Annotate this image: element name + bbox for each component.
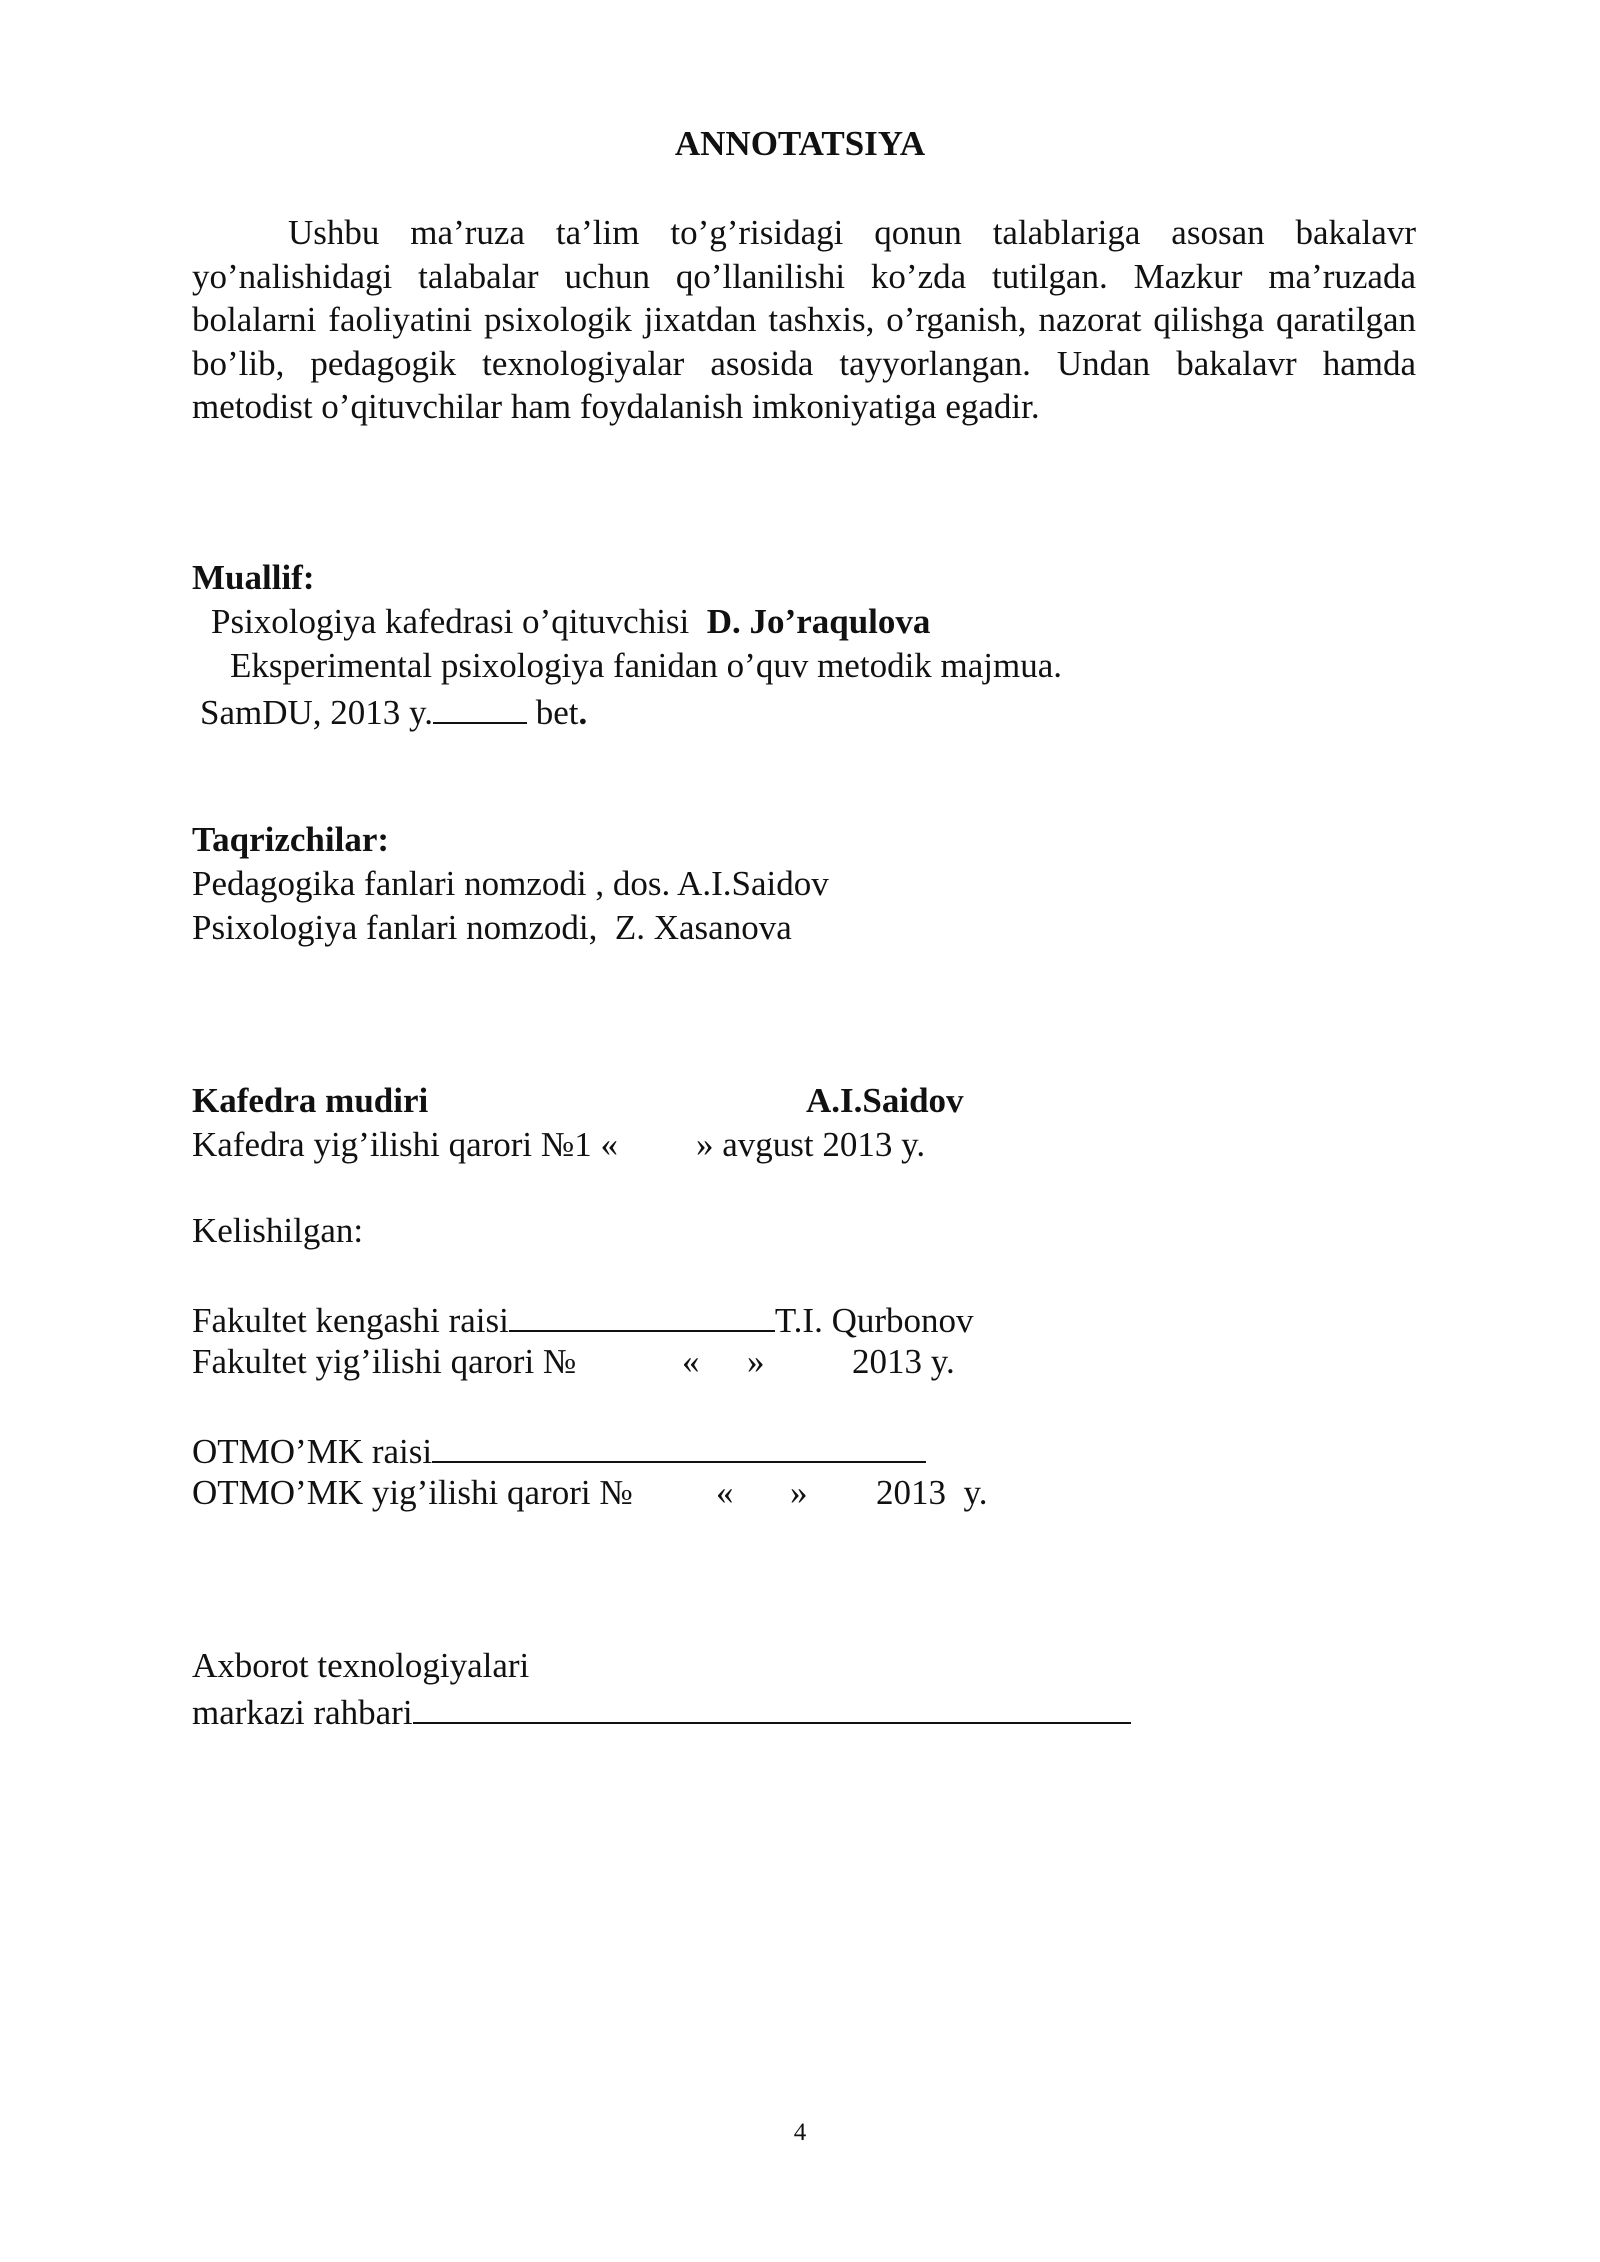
faculty-chair-line: [192, 1296, 974, 1343]
reviewer-1: Pedagogika fanlari nomzodi , dos. A.I.Saidov: [192, 864, 829, 903]
imprint-prefix: SamDU, 2013 y.: [200, 693, 434, 732]
author-name: D. Jo’raqulova: [706, 602, 931, 641]
faculty-meeting-close-quote: »: [747, 1342, 765, 1381]
otmomk-chair-line: [192, 1427, 926, 1474]
document-title: ANNOTATSIYA: [674, 124, 926, 163]
page-count-blank: [433, 688, 527, 724]
faculty-chair-name: T.I. Qurbonov: [774, 1301, 974, 1340]
author-heading: Muallif:: [192, 558, 315, 597]
it-center-signature-blank: [413, 1688, 1131, 1724]
department-meeting-left: Kafedra yig’ilishi qarori №1 «: [192, 1125, 619, 1164]
otmomk-meeting-year: 2013 y.: [876, 1473, 988, 1512]
faculty-chair-signature-blank: [509, 1296, 775, 1332]
department-head-name: A.I.Saidov: [806, 1081, 964, 1120]
otmomk-chair-label: OTMO’MK raisi: [192, 1432, 433, 1471]
faculty-chair-label: Fakultet kengashi raisi: [192, 1301, 509, 1340]
faculty-meeting-open-quote: «: [682, 1342, 700, 1381]
it-center-line-1: Axborot texnologiyalari: [192, 1646, 530, 1685]
page-number: 4: [793, 2119, 807, 2146]
department-meeting-right: » avgust 2013 y.: [696, 1125, 926, 1164]
it-center-line-2: [192, 1688, 1131, 1735]
abstract-paragraph: Ushbu ma’ruza ta’lim to’g’risidagi qonun talablariga asosan bakalavr yo’nalishidagi talabalar uchun qo’llanilishi ko’zda tutilgan. Mazkur ma’ruzada bolalarni faoliyatini psixologik jixatdan tashxis, o’rganish, nazorat qilishga qaratilgan bo’lib, pedagogik texnologiyalar asosida tayyorlangan. Undan bakalavr hamda metodist o’qituvchilar ham foydalanish imkoniyatiga egadir.: [192, 213, 1416, 426]
reviewers-heading: Taqrizchilar:: [192, 820, 390, 859]
faculty-meeting-year: 2013 y.: [852, 1342, 955, 1381]
author-line: [211, 600, 930, 644]
otmomk-signature-blank: [432, 1427, 926, 1463]
it-center-label: markazi rahbari: [192, 1693, 413, 1732]
imprint-suffix: bet: [535, 693, 579, 732]
reviewer-2: Psixologiya fanlari nomzodi, Z. Xasanova: [192, 908, 792, 947]
author-work: Eksperimental psixologiya fanidan o’quv metodik majmua.: [230, 646, 1063, 685]
imprint-end: .: [578, 693, 588, 732]
otmomk-meeting-label: OTMO’MK yig’ilishi qarori №: [192, 1473, 633, 1512]
agreed-label: Kelishilgan:: [192, 1211, 364, 1250]
otmomk-meeting-close-quote: »: [790, 1473, 808, 1512]
faculty-meeting-label: Fakultet yig’ilishi qarori №: [192, 1342, 577, 1381]
author-position: Psixologiya kafedrasi o’qituvchisi: [211, 602, 690, 641]
otmomk-meeting-open-quote: «: [716, 1473, 734, 1512]
department-head-label: Kafedra mudiri: [192, 1081, 429, 1120]
author-imprint: [200, 688, 587, 735]
